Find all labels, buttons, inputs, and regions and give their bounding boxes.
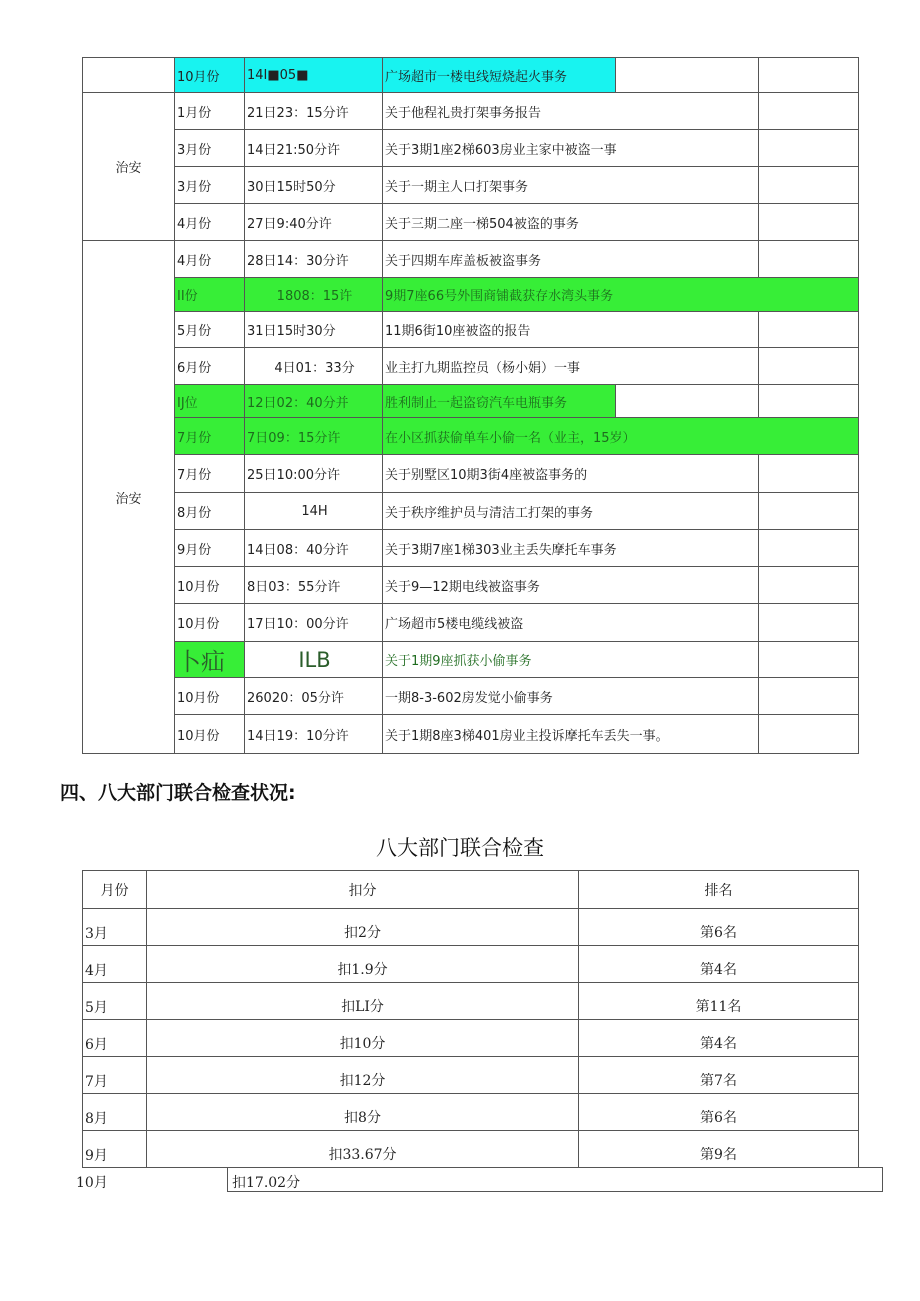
table-row <box>83 418 859 455</box>
table-row <box>83 278 859 312</box>
remark-cell <box>759 715 859 754</box>
month-cell: 4月份 <box>175 204 245 241</box>
event-cell: 9期7座66号外围商铺截获存水湾头事务 <box>383 278 859 312</box>
event-cell: 广场超市5楼电缆线被盗 <box>383 604 759 642</box>
event-cell: 在小区抓获偷单车小偷一名（业主，15岁） <box>383 418 859 455</box>
remark-cell <box>759 642 859 678</box>
column-header: 月份 <box>83 871 147 909</box>
month-cell: 9月 <box>83 1131 147 1168</box>
table-row <box>83 455 859 493</box>
table-row <box>83 1094 859 1131</box>
remark-cell <box>759 204 859 241</box>
deduction-cell: 扣1.9分 <box>147 946 579 983</box>
table-row <box>83 567 859 604</box>
month-cell: 3月份 <box>175 130 245 167</box>
month-cell: IJ位 <box>175 385 245 418</box>
remark-cell <box>759 130 859 167</box>
table-row <box>83 130 859 167</box>
time-cell: 14日08：40分许 <box>245 530 383 567</box>
event-cell: 关于9—12期电线被盗事务 <box>383 567 759 604</box>
remark-cell <box>759 93 859 130</box>
remark-cell <box>759 312 859 348</box>
table-row <box>83 93 859 130</box>
time-cell: 7日09：15分许 <box>245 418 383 455</box>
month-cell: 3月份 <box>175 167 245 204</box>
rank-cell: 第9名 <box>579 1131 859 1168</box>
last-row-month: 10月 <box>76 1175 108 1191</box>
event-cell: 关于3期1座2梯603房业主家中被盗一事 <box>383 130 759 167</box>
incident-table <box>82 57 859 754</box>
deduction-cell: 扣LI分 <box>147 983 579 1020</box>
remark-cell <box>759 530 859 567</box>
event-cell: 一期8-3-602房发觉小偷事务 <box>383 678 759 715</box>
time-cell: 25日10:00分许 <box>245 455 383 493</box>
table-row <box>83 241 859 278</box>
month-cell: 8月份 <box>175 493 245 530</box>
month-cell: 10月份 <box>175 678 245 715</box>
rank-cell: 第6名 <box>579 909 859 946</box>
deduction-cell: 扣33.67分 <box>147 1131 579 1168</box>
table-row <box>83 909 859 946</box>
event-cell: 关于别墅区10期3街4座被盗事务的 <box>383 455 759 493</box>
deduction-cell: 扣2分 <box>147 909 579 946</box>
time-cell: 4日01：33分 <box>245 348 383 385</box>
month-cell: 7月份 <box>175 418 245 455</box>
deduction-cell: 扣12分 <box>147 1057 579 1094</box>
table-header-row <box>83 871 859 909</box>
time-cell: 14日21:50分许 <box>245 130 383 167</box>
event-cell: 关于三期二座一梯504被盗的事务 <box>383 204 759 241</box>
category-cell: 治安 <box>83 93 175 241</box>
table-row <box>83 1020 859 1057</box>
remark-cell <box>759 241 859 278</box>
table-row <box>83 530 859 567</box>
table-row <box>83 385 859 418</box>
deduction-cell: 扣10分 <box>147 1020 579 1057</box>
time-cell: 27日9:40分许 <box>245 204 383 241</box>
event-cell: 关于秩序维护员与清洁工打架的事务 <box>383 493 759 530</box>
remark-cell <box>759 604 859 642</box>
table-row <box>83 678 859 715</box>
table-row <box>83 1057 859 1094</box>
blank-cell <box>616 385 759 418</box>
remark-cell <box>759 348 859 385</box>
time-cell: 17日10：00分许 <box>245 604 383 642</box>
table-caption: 八大部门联合检查 <box>376 836 544 860</box>
table-row <box>83 493 859 530</box>
remark-cell <box>759 58 859 93</box>
section-heading: 四、八大部门联合检查状况: <box>60 782 296 804</box>
month-cell: II份 <box>175 278 245 312</box>
month-cell: 10月份 <box>175 567 245 604</box>
time-cell: 14日19：10分许 <box>245 715 383 754</box>
table-row <box>83 204 859 241</box>
column-header: 扣分 <box>147 871 579 909</box>
month-cell: 5月份 <box>175 312 245 348</box>
category-cell <box>83 58 175 93</box>
table-row <box>83 715 859 754</box>
blank-cell <box>616 58 759 93</box>
remark-cell <box>759 455 859 493</box>
event-cell: 关于四期车库盖板被盗事务 <box>383 241 759 278</box>
month-cell: 6月 <box>83 1020 147 1057</box>
month-cell: 10月份 <box>175 604 245 642</box>
month-cell: 卜疝 <box>175 642 245 678</box>
month-cell: 9月份 <box>175 530 245 567</box>
remark-cell <box>759 567 859 604</box>
event-cell: 关于1期8座3梯401房业主投诉摩托车丢失一事。 <box>383 715 759 754</box>
event-cell: 广场超市一楼电线短烧起火事务 <box>383 58 616 93</box>
time-cell: 28日14：30分许 <box>245 241 383 278</box>
table-row <box>83 167 859 204</box>
table-row <box>83 946 859 983</box>
rank-cell: 第4名 <box>579 1020 859 1057</box>
column-header: 排名 <box>579 871 859 909</box>
deduction-cell: 扣8分 <box>147 1094 579 1131</box>
table-row <box>83 604 859 642</box>
time-cell: 12日02：40分并 <box>245 385 383 418</box>
month-cell: 8月 <box>83 1094 147 1131</box>
event-cell: 关于1期9座抓获小偷事务 <box>383 642 759 678</box>
time-cell: 31日15时30分 <box>245 312 383 348</box>
time-cell: 14I■05■ <box>245 58 383 93</box>
month-cell: 6月份 <box>175 348 245 385</box>
rank-cell: 第7名 <box>579 1057 859 1094</box>
inspection-table <box>82 870 859 1168</box>
table-row <box>83 1131 859 1168</box>
rank-cell: 第11名 <box>579 983 859 1020</box>
time-cell: 26020：05分许 <box>245 678 383 715</box>
month-cell: 7月份 <box>175 455 245 493</box>
remark-cell <box>759 493 859 530</box>
month-cell: 10月份 <box>175 715 245 754</box>
month-cell: 3月 <box>83 909 147 946</box>
event-cell: 关于3期7座1梯303业主丢失摩托车事务 <box>383 530 759 567</box>
remark-cell <box>759 385 859 418</box>
month-cell: 4月份 <box>175 241 245 278</box>
month-cell: 10月份 <box>175 58 245 93</box>
month-cell: 7月 <box>83 1057 147 1094</box>
time-cell: 21日23：15分许 <box>245 93 383 130</box>
remark-cell <box>759 167 859 204</box>
table-row <box>83 983 859 1020</box>
last-row-deduction: 扣17.02分 <box>227 1167 883 1192</box>
time-cell: 1808：15许 <box>245 278 383 312</box>
table-row <box>83 348 859 385</box>
time-cell: 8日03：55分许 <box>245 567 383 604</box>
table-row <box>83 642 859 678</box>
month-cell: 1月份 <box>175 93 245 130</box>
table-row <box>83 312 859 348</box>
event-cell: 关于他程礼贵打架事务报告 <box>383 93 759 130</box>
time-cell: 14H <box>245 493 383 530</box>
rank-cell: 第4名 <box>579 946 859 983</box>
month-cell: 5月 <box>83 983 147 1020</box>
event-cell: 11期6街10座被盗的报告 <box>383 312 759 348</box>
category-cell: 治安 <box>83 241 175 754</box>
rank-cell: 第6名 <box>579 1094 859 1131</box>
event-cell: 胜利制止一起盗窃汽车电瓶事务 <box>383 385 616 418</box>
time-cell: 30日15时50分 <box>245 167 383 204</box>
remark-cell <box>759 678 859 715</box>
table-row <box>83 58 859 93</box>
event-cell: 关于一期主人口打架事务 <box>383 167 759 204</box>
time-cell: ILB <box>245 642 383 678</box>
month-cell: 4月 <box>83 946 147 983</box>
event-cell: 业主打九期监控员（杨小娟）一事 <box>383 348 759 385</box>
